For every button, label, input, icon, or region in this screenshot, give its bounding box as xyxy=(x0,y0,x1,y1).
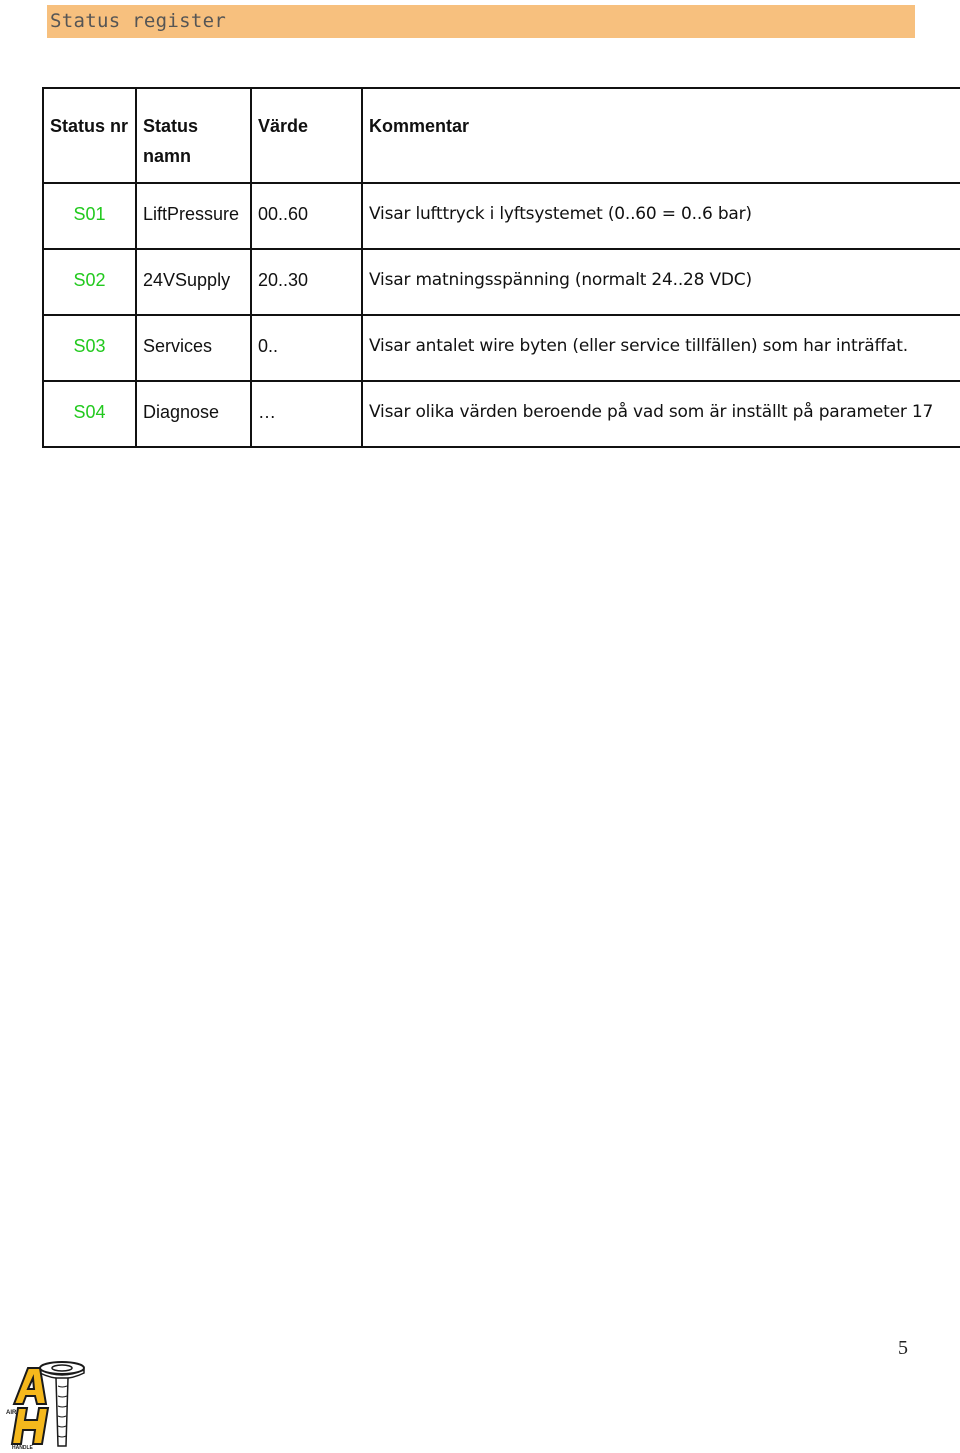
logo-handle-text: HANDLE xyxy=(12,1445,33,1450)
table-row xyxy=(43,315,960,381)
header-status-name-line2: namn xyxy=(143,146,192,166)
status-name-cell: 24VSupply xyxy=(136,249,251,315)
status-value-cell: 20..30 xyxy=(251,249,362,315)
table-row xyxy=(43,249,960,315)
status-table xyxy=(42,87,960,448)
status-comment-cell: Visar olika värden beroende på vad som är inställt på parameter 17 xyxy=(362,381,960,447)
status-value-cell: 0.. xyxy=(251,315,362,381)
status-nr-cell: S01 xyxy=(43,183,136,249)
header-status-name-line1: Status xyxy=(143,116,199,136)
table-row xyxy=(43,381,960,447)
header-comment: Kommentar xyxy=(362,88,960,183)
air-handle-logo xyxy=(4,1358,88,1450)
status-comment-cell: Visar lufttryck i lyftsystemet (0..60 = 0..6 bar) xyxy=(362,183,960,249)
status-comment-cell: Visar antalet wire byten (eller service tillfällen) som har inträffat. xyxy=(362,315,960,381)
header-value: Värde xyxy=(251,88,362,183)
table-header-row xyxy=(43,88,960,183)
page-number: 5 xyxy=(898,1337,908,1359)
status-nr-cell: S04 xyxy=(43,381,136,447)
status-name-cell: LiftPressure xyxy=(136,183,251,249)
status-value-cell: 00..60 xyxy=(251,183,362,249)
header-status-name xyxy=(136,88,251,183)
status-comment-cell: Visar matningsspänning (normalt 24..28 VDC) xyxy=(362,249,960,315)
status-value-cell: … xyxy=(251,381,362,447)
status-nr-cell: S03 xyxy=(43,315,136,381)
table-row xyxy=(43,183,960,249)
section-title: Status register xyxy=(47,5,915,38)
logo-air-text: AIR xyxy=(6,1410,17,1416)
status-name-cell: Services xyxy=(136,315,251,381)
header-status-nr: Status nr xyxy=(43,88,136,183)
status-name-cell: Diagnose xyxy=(136,381,251,447)
status-nr-cell: S02 xyxy=(43,249,136,315)
